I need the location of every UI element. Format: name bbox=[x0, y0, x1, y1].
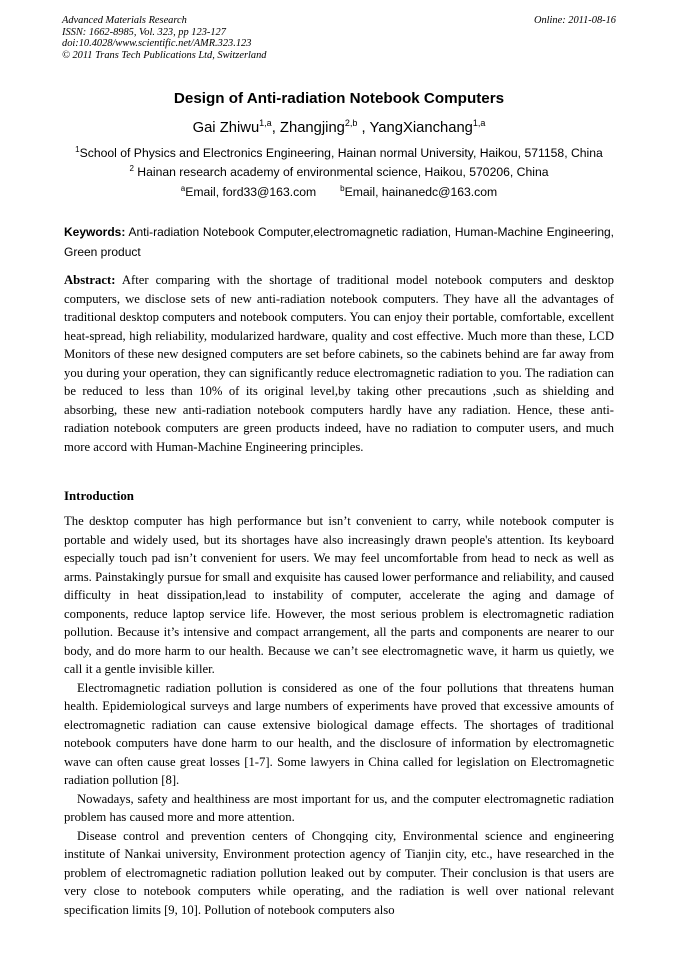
paragraph: Disease control and prevention centers of Chongqing city, Environmental science and engineering institute of Nankai university, Environment protection agency of Tianjin city, etc., have researched in the problem of electromagnetic radiation pollution leaked out by computer. Their conclusion is that users are very close to notebook computers while operating, and the radiation is well over national relevant specification limits [9, 10]. Pollution of notebook computers also bbox=[64, 828, 614, 917]
online-date: Online: 2011-08-16 bbox=[533, 15, 616, 26]
email-address[interactable]: Email, ford33@163.com bbox=[185, 185, 317, 199]
introduction-body bbox=[64, 512, 614, 919]
keywords-block bbox=[64, 223, 614, 262]
abstract-text: After comparing with the shortage of traditional model notebook computers and desktop computers, we disclose sets of new anti-radiation notebook computers. They have all the advantages of traditional desktop computers and notebook computers. You can enjoy their portable, comfortable, excellent heat-spread, high reliability, modularized hardware, quality and cost effective. Much more than these, LCD Monitors of these new designed computers are set before cabinets, so the cabinets behind are far away from you during your operation, they can significantly reduce electromagnetic radiation to you. The radiation can be reduced to less than 10% of its original level,by taking other precautions ,such as shielding and absorbing, these new anti-radiation notebook computers hardly have any radiation. Hence, these anti-radiation notebook computers are green products indeed, have no radiation to computer users, and much more accord with Human-Machine Engineering principles. bbox=[64, 273, 614, 454]
email-address[interactable]: Email, hainanedc@163.com bbox=[344, 185, 498, 199]
section-heading-introduction: Introduction bbox=[64, 489, 134, 503]
email-superscript: b bbox=[340, 184, 345, 193]
author-name: Gai Zhiwu bbox=[192, 120, 260, 136]
author-name: YangXianchang bbox=[369, 120, 473, 136]
affiliation-1 bbox=[0, 146, 678, 161]
affiliation-superscript: 1 bbox=[75, 145, 80, 154]
journal-header bbox=[62, 15, 266, 61]
affiliation-2 bbox=[0, 165, 678, 180]
paragraph: The desktop computer has high performance but isn’t convenient to carry, while notebook computer is portable and widely used, but its shortages have also increasingly drawn people's attention. Its keyboard especially touch pad isn’t convenient for users. We may feel uncomfortable from head to neck as well as arms. Painstakingly pursue for small and exquisite has caused lower performance and reliability, and caused difficulty in heat dissipation,lead to instability of computer, accelerate the aging and damage of components, reduce laptop service life. However, the most serious problem is electromagnetic radiation pollution. Because it’s intensive and compact arrangement, all the parts and components are nearer to our body, and do more harm to our health. Because we can’t see electromagnetic wave, it harm us quietly, we call it a gentle invisible killer. bbox=[64, 514, 614, 676]
affiliation-superscript: 2 bbox=[129, 164, 134, 173]
author-superscript: 1,a bbox=[259, 118, 272, 128]
doi-line[interactable]: doi:10.4028/www.scientific.net/AMR.323.123 bbox=[62, 38, 252, 49]
author-superscript: 1,a bbox=[472, 118, 486, 128]
issn-line: ISSN: 1662-8985, Vol. 323, pp 123-127 bbox=[62, 26, 226, 38]
journal-name: Advanced Materials Research bbox=[62, 15, 187, 26]
abstract-block bbox=[64, 271, 614, 456]
paragraph: Nowadays, safety and healthiness are most important for us, and the computer electromagnetic radiation problem has caused more and more attention. bbox=[64, 791, 614, 824]
paragraph: Electromagnetic radiation pollution is considered as one of the four pollutions that threatens human health. Epidemiological surveys and large numbers of experiments have proved that excessive amounts of electromagnetic radiation can cause extensive biological damage effects. The shortages of traditional notebook computers have done harm to our health, and the disclosure of information by electromagnetic wave can often cause great losses [1-7]. Some lawyers in China called for legislation on Electromagnetic radiation pollution [8]. bbox=[64, 680, 614, 787]
author-superscript: 2,b bbox=[344, 118, 358, 128]
affiliation-text: Hainan research academy of environmental science, Haikou, 570206, China bbox=[137, 165, 549, 179]
affiliation-text: School of Physics and Electronics Engineering, Hainan normal University, Haikou, 571158, China bbox=[79, 146, 603, 160]
copyright-line: © 2011 Trans Tech Publications Ltd, Switzerland bbox=[62, 49, 267, 61]
author-list: Gai Zhiwu$^{1,a}$, Zhangjing$^{2,b}$ , YangXianchang$^{1,a}$ bbox=[192, 118, 486, 136]
email-line bbox=[0, 185, 678, 200]
paper-title: Design of Anti-radiation Notebook Computers bbox=[173, 90, 505, 107]
abstract-label: Abstract: bbox=[64, 273, 116, 287]
keywords-label: Keywords: bbox=[64, 225, 126, 239]
author-name: Zhangjing bbox=[279, 120, 345, 136]
email-superscript: a bbox=[180, 184, 186, 193]
keywords-text: Anti-radiation Notebook Computer,electromagnetic radiation, Human-Machine Engineering, Green product bbox=[64, 225, 615, 259]
